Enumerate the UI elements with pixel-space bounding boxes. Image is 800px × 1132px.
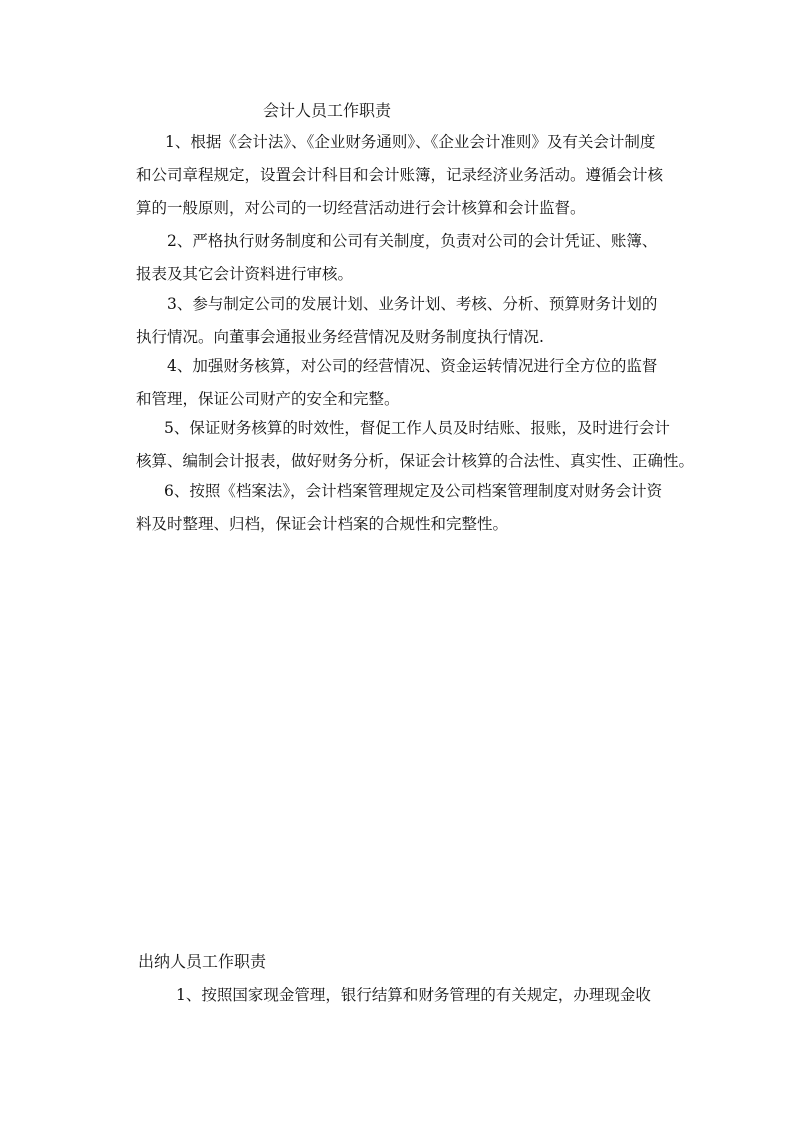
accountant-duty-2 xyxy=(136,225,657,291)
text-line: 和管理，保证公司财产的安全和完整。 xyxy=(136,390,400,408)
text-line: 5、保证财务核算的时效性，督促工作人员及时结账、报账，及时进行会计 xyxy=(164,419,670,437)
text-line: 报表及其它会计资料进行审核。 xyxy=(136,265,354,283)
text-line: 2、严格执行财务制度和公司有关制度，负责对公司的会计凭证、账簿、 xyxy=(167,232,658,250)
accountant-duty-4 xyxy=(136,350,657,416)
text-line: 3、参与制定公司的发展计划、业务计划、考核、分析、预算财务计划的 xyxy=(167,295,658,313)
accountant-duty-6 xyxy=(136,475,662,541)
text-line: 和公司章程规定，设置会计科目和会计账簿，记录经济业务活动。遵循会计核 xyxy=(136,166,664,184)
cashier-duty-1 xyxy=(136,979,651,1012)
text-line: 4、加强财务核算，对公司的经营情况、资金运转情况进行全方位的监督 xyxy=(167,357,658,375)
accountant-duty-5 xyxy=(136,412,694,478)
text-line: 算的一般原则，对公司的一切经营活动进行会计核算和会计监督。 xyxy=(136,199,586,217)
section-title-accountant: 会计人员工作职责 xyxy=(263,101,392,120)
section-title-cashier: 出纳人员工作职责 xyxy=(138,952,267,971)
text-line: 执行情况。向董事会通报业务经营情况及财务制度执行情况. xyxy=(136,328,544,346)
text-line: 料及时整理、归档，保证会计档案的合规性和完整性。 xyxy=(136,515,509,533)
accountant-duty-1 xyxy=(136,126,663,225)
text-line: 6、按照《档案法》，会计档案管理规定及公司档案管理制度对财务会计资 xyxy=(164,482,663,500)
text-line: 1、根据《会计法》、《企业财务通则》、《企业会计准则》及有关会计制度 xyxy=(165,133,656,151)
text-line: 核算、编制会计报表，做好财务分析，保证会计核算的合法性、真实性、正确性。 xyxy=(136,452,695,470)
text-line: 1、按照国家现金管理，银行结算和财务管理的有关规定，办理现金收 xyxy=(176,986,651,1004)
accountant-duty-3 xyxy=(136,288,657,354)
